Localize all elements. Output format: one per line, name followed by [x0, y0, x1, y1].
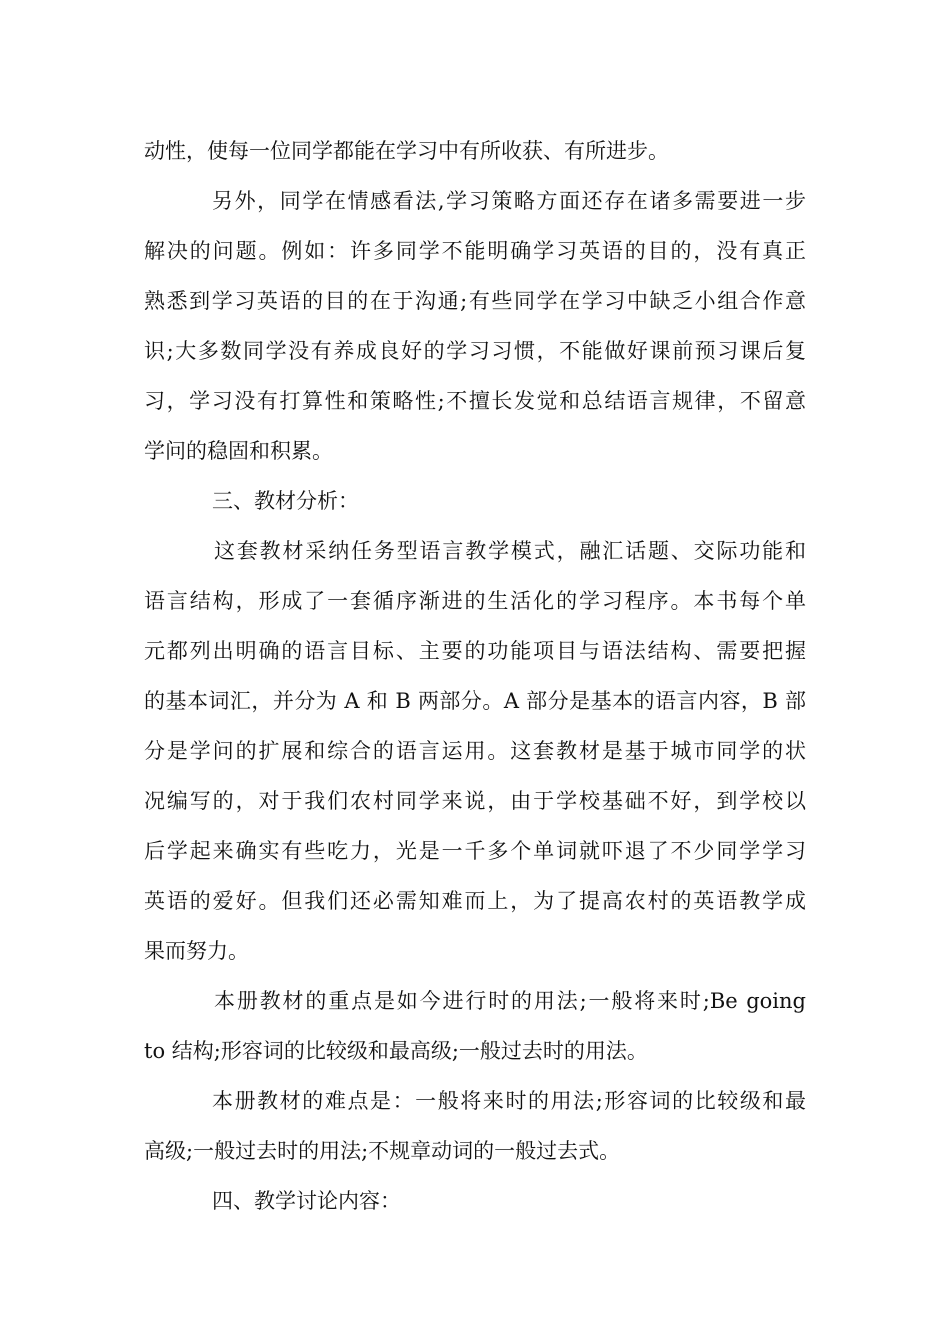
paragraph-line: 元都列出明确的语言目标、主要的功能项目与语法结构、需要把握 — [144, 639, 806, 663]
paragraph-line: 解决的问题。例如：许多同学不能明确学习英语的目的，没有真正 — [144, 239, 806, 263]
paragraph-line: 高级;一般过去时的用法;不规章动词的一般过去式。 — [144, 1139, 621, 1163]
paragraph-line: 语言结构，形成了一套循序渐进的生活化的学习程序。本书每个单 — [144, 589, 806, 613]
section-heading: 四、教学讨论内容： — [212, 1189, 401, 1213]
paragraph-line: 后学起来确实有些吃力，光是一千多个单词就吓退了不少同学学习 — [144, 839, 806, 863]
paragraph-line: 熟悉到学习英语的目的在于沟通;有些同学在学习中缺乏小组合作意 — [144, 289, 806, 313]
paragraph-line: 学问的稳固和积累。 — [144, 439, 333, 463]
paragraph-line: 分是学问的扩展和综合的语言运用。这套教材是基于城市同学的状 — [144, 739, 806, 763]
paragraph-line: 识;大多数同学没有养成良好的学习习惯，不能做好课前预习课后复 — [144, 339, 806, 363]
paragraph-line: 动性，使每一位同学都能在学习中有所收获、有所进步。 — [144, 139, 669, 163]
paragraph-line: 本册教材的重点是如今进行时的用法;一般将来时;Be going — [214, 989, 806, 1013]
paragraph-line: 况编写的，对于我们农村同学来说，由于学校基础不好，到学校以 — [144, 789, 806, 813]
paragraph-line: 果而努力。 — [144, 939, 249, 963]
section-heading: 三、教材分析： — [212, 489, 359, 513]
paragraph-line: 另外，同学在情感看法,学习策略方面还存在诸多需要进一步 — [212, 189, 806, 213]
paragraph-line: 本册教材的难点是：一般将来时的用法;形容词的比较级和最 — [212, 1089, 806, 1113]
paragraph-line: 这套教材采纳任务型语言教学模式，融汇话题、交际功能和 — [214, 539, 806, 563]
paragraph-line: 习，学习没有打算性和策略性;不擅长发觉和总结语言规律，不留意 — [144, 389, 806, 413]
paragraph-line: 的基本词汇，并分为 A 和 B 两部分。A 部分是基本的语言内容，B 部 — [144, 689, 806, 713]
body-text — [144, 126, 806, 1226]
paragraph-line: 英语的爱好。但我们还必需知难而上，为了提高农村的英语教学成 — [144, 889, 806, 913]
paragraph-line: to 结构;形容词的比较级和最高级;一般过去时的用法。 — [144, 1039, 648, 1063]
